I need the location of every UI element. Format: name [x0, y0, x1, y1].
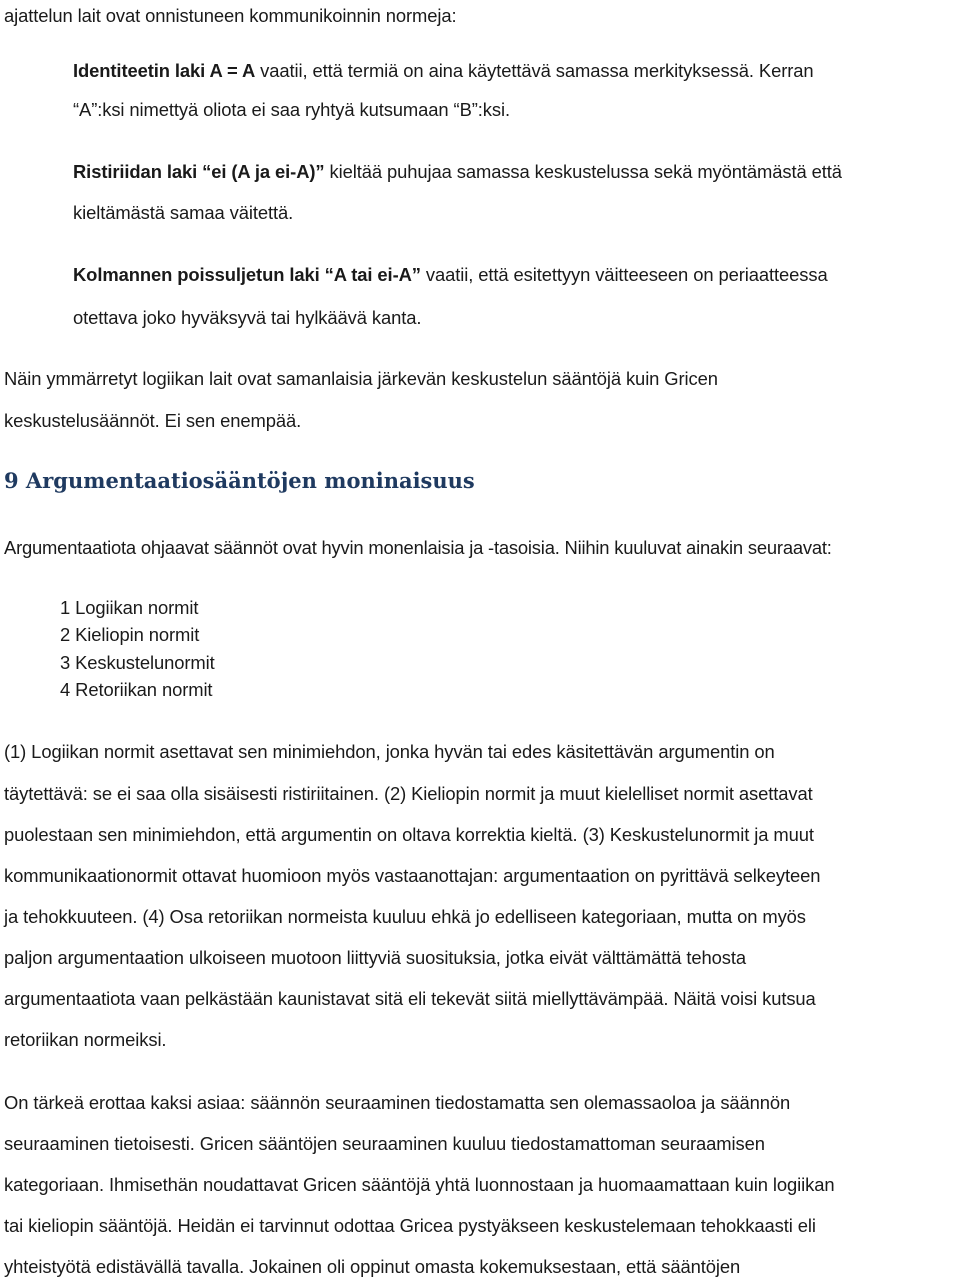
paragraph-1-line: retoriikan normeiksi. — [4, 1029, 167, 1050]
identity-law-formula: A = A — [209, 60, 256, 81]
section-heading: 9 Argumentaatiosääntöjen moninaisuus — [4, 468, 475, 493]
norms-list-item: 1 Logiikan normit — [60, 597, 199, 618]
summary-line-1: Näin ymmärretyt logiikan lait ovat samanlaisia järkevän keskustelun sääntöjä kuin Gricen — [4, 368, 718, 389]
summary-line-2: keskustelusäännöt. Ei sen enempää. — [4, 410, 302, 431]
excluded-middle-law-formula: “A tai ei-A” — [324, 264, 421, 285]
paragraph-1-line: paljon argumentaation ulkoiseen muotoon liittyviä suosituksia, jotka eivät välttämättä tehosta — [4, 947, 746, 968]
paragraph-1-line: (1) Logiikan normit asettavat sen minimiehdon, jonka hyvän tai edes käsitettävän argumentin on — [4, 741, 775, 762]
paragraph-2-line: seuraaminen tietoisesti. Gricen sääntöjen seuraaminen kuuluu tiedostamattoman seuraamisen — [4, 1133, 765, 1154]
paragraph-2-line: On tärkeä erottaa kaksi asiaa: säännön seuraaminen tiedostamatta sen olemassaoloa ja säännön — [4, 1092, 791, 1113]
contradiction-law-line-1 — [73, 161, 842, 183]
paragraph-1-line: täytettävä: se ei saa olla sisäisesti ristiriitainen. (2) Kieliopin normit ja muut kielelliset normit asettavat — [4, 783, 813, 804]
identity-law-line-1 — [73, 60, 814, 82]
identity-law-name: Identiteetin laki — [73, 60, 210, 81]
contradiction-law-name: Ristiriidan laki — [73, 161, 203, 182]
paragraph-1-line: kommunikaationormit ottavat huomioon myös vastaanottajan: argumentaation on pyrittävä selkeyteen — [4, 865, 821, 886]
identity-law-text: vaatii, että termiä on aina käytettävä samassa merkityksessä. Kerran — [255, 60, 814, 81]
norms-list-item: 3 Keskustelunormit — [60, 652, 215, 673]
norms-list-item: 4 Retoriikan normit — [60, 679, 213, 700]
paragraph-2-line: tai kieliopin sääntöjä. Heidän ei tarvinnut odottaa Gricea pystyäkseen keskustelemaan tehokkaasti eli — [4, 1215, 816, 1236]
paragraph-2-line: yhteistyötä edistävällä tavalla. Jokainen oli oppinut omasta kokemuksestaan, että sääntöjen — [4, 1256, 741, 1277]
excluded-middle-law-line-1 — [73, 264, 828, 286]
contradiction-law-line-2: kieltämästä samaa väitettä. — [73, 202, 294, 223]
paragraph-2-line: kategoriaan. Ihmisethän noudattavat Gricen sääntöjä yhtä luonnostaan ja huomaamattaan kuin logiikan — [4, 1174, 835, 1195]
section-intro: Argumentaatiota ohjaavat säännöt ovat hyvin monenlaisia ja -tasoisia. Niihin kuuluvat ainakin seuraavat: — [4, 537, 832, 558]
identity-law-line-2: “A”:ksi nimettyä oliota ei saa ryhtyä kutsumaan “B”:ksi. — [73, 99, 510, 120]
paragraph-1-line: argumentaatiota vaan pelkästään kaunistavat sitä eli tekevät siitä miellyttävämpää. Näitä voisi kutsua — [4, 988, 816, 1009]
paragraph-1-line: puolestaan sen minimiehdon, että argumentin on oltava korrektia kieltä. (3) Keskustelunormit ja muut — [4, 824, 814, 845]
norms-list-item: 2 Kieliopin normit — [60, 624, 200, 645]
excluded-middle-law-line-2: otettava joko hyväksyvä tai hylkäävä kanta. — [73, 307, 422, 328]
paragraph-1-line: ja tehokkuuteen. (4) Osa retoriikan normeista kuuluu ehkä jo edelliseen kategoriaan, mutta on myös — [4, 906, 806, 927]
excluded-middle-law-text: vaatii, että esitettyyn väitteeseen on periaatteessa — [420, 264, 828, 285]
contradiction-law-text: kieltää puhujaa samassa keskustelussa sekä myöntämästä että — [324, 161, 842, 182]
contradiction-law-formula: “ei (A ja ei-A)” — [202, 161, 325, 182]
intro-line: ajattelun lait ovat onnistuneen kommunikoinnin normeja: — [4, 5, 457, 26]
excluded-middle-law-name: Kolmannen poissuljetun laki — [73, 264, 325, 285]
